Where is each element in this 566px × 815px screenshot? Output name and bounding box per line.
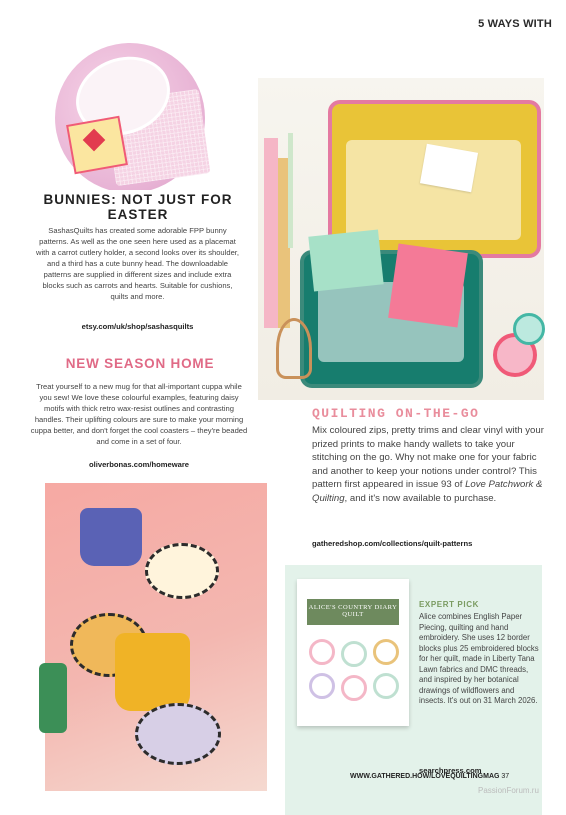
page-number: 37	[501, 773, 510, 780]
expert-pick-body: Alice combines English Paper Piecing, quilting and hand embroidery. She uses 12 border blocks plus 25 embroidered blocks for her quilt, made in Liberty Tana Lawn fabrics and DMC threads, and inspired by her botanical drawings of wildflowers and insects. It's out on 31 March 2026.	[419, 612, 539, 705]
blue-mug	[80, 508, 142, 566]
quilting-link[interactable]: gatheredshop.com/collections/quilt-patterns	[312, 539, 473, 548]
book-cover	[297, 579, 409, 726]
home-link[interactable]: oliverbonas.com/homeware	[88, 460, 190, 469]
watermark: PassionForum.ru	[478, 786, 539, 795]
yellow-mug	[115, 633, 190, 711]
footer	[350, 773, 509, 780]
pencil	[288, 133, 293, 248]
book-title-band	[307, 599, 399, 625]
green-mug	[39, 663, 67, 733]
daisy-coaster	[145, 543, 219, 599]
washi-tape-green	[513, 313, 545, 345]
expert-pick-title: EXPERT PICK	[419, 600, 479, 609]
bunnies-title: BUNNIES: NOT JUST FOR EASTER	[43, 192, 233, 222]
flower-block-icon	[373, 673, 399, 699]
flower-block-icon	[309, 639, 335, 665]
flower-block-icon	[341, 675, 367, 701]
ruler	[264, 138, 278, 328]
quilting-body: Mix coloured zips, pretty trims and clear vinyl with your prized prints to make handy wallets to take your stitching on the go. Why not make one for your fabric and another to keep your notions under control? This pattern first appeared in issue 93 of Love Patchwork & Quilting, and it's now available to purchase.	[312, 425, 544, 504]
section-tag: 5 WAYS WITH	[478, 18, 552, 30]
footer-url[interactable]: WWW.GATHERED.HOW/LOVEQUILTINGMAG	[350, 773, 500, 780]
bunnies-body: SashasQuilts has created some adorable FPP bunny patterns. As well as the one seen here used as a placemat with a carrot cutlery holder, a second looks over its shoulder, and a third has a cute bunny head. The downloadable patterns are supplied in different sizes and include extra blocks such as carrots and hearts. Suitable for cushions, quilts and more.	[35, 226, 240, 301]
flower-block-icon	[341, 641, 367, 667]
home-body: Treat yourself to a new mug for that all-important cuppa while you sew! We love these colourful examples, featuring daisy motifs with thick retro wax-resist outlines and contrasting handles. Their uplifting colours are sure to make your morning cuppa better, and don't forget the cool coasters – they're beaded and come in a set of four.	[30, 382, 248, 446]
book-title: ALICE'S COUNTRY DIARY QUILT	[308, 604, 398, 618]
green-envelope	[308, 229, 383, 291]
flower-block-icon	[309, 673, 335, 699]
bunny-photo	[37, 35, 235, 190]
expert-pick-link[interactable]: searchpress.com	[419, 766, 482, 775]
daisy-coaster	[135, 703, 221, 765]
pouch-photo	[258, 78, 544, 400]
bunnies-link[interactable]: etsy.com/uk/shop/sashasquilts	[81, 322, 194, 331]
flower-block-icon	[373, 639, 399, 665]
mugs-photo	[45, 483, 267, 791]
scissors-icon	[276, 318, 312, 379]
home-title: NEW SEASON HOME	[65, 356, 215, 371]
pink-notebook	[388, 243, 468, 327]
quilting-title: QUILTING ON-THE-GO	[312, 406, 480, 421]
